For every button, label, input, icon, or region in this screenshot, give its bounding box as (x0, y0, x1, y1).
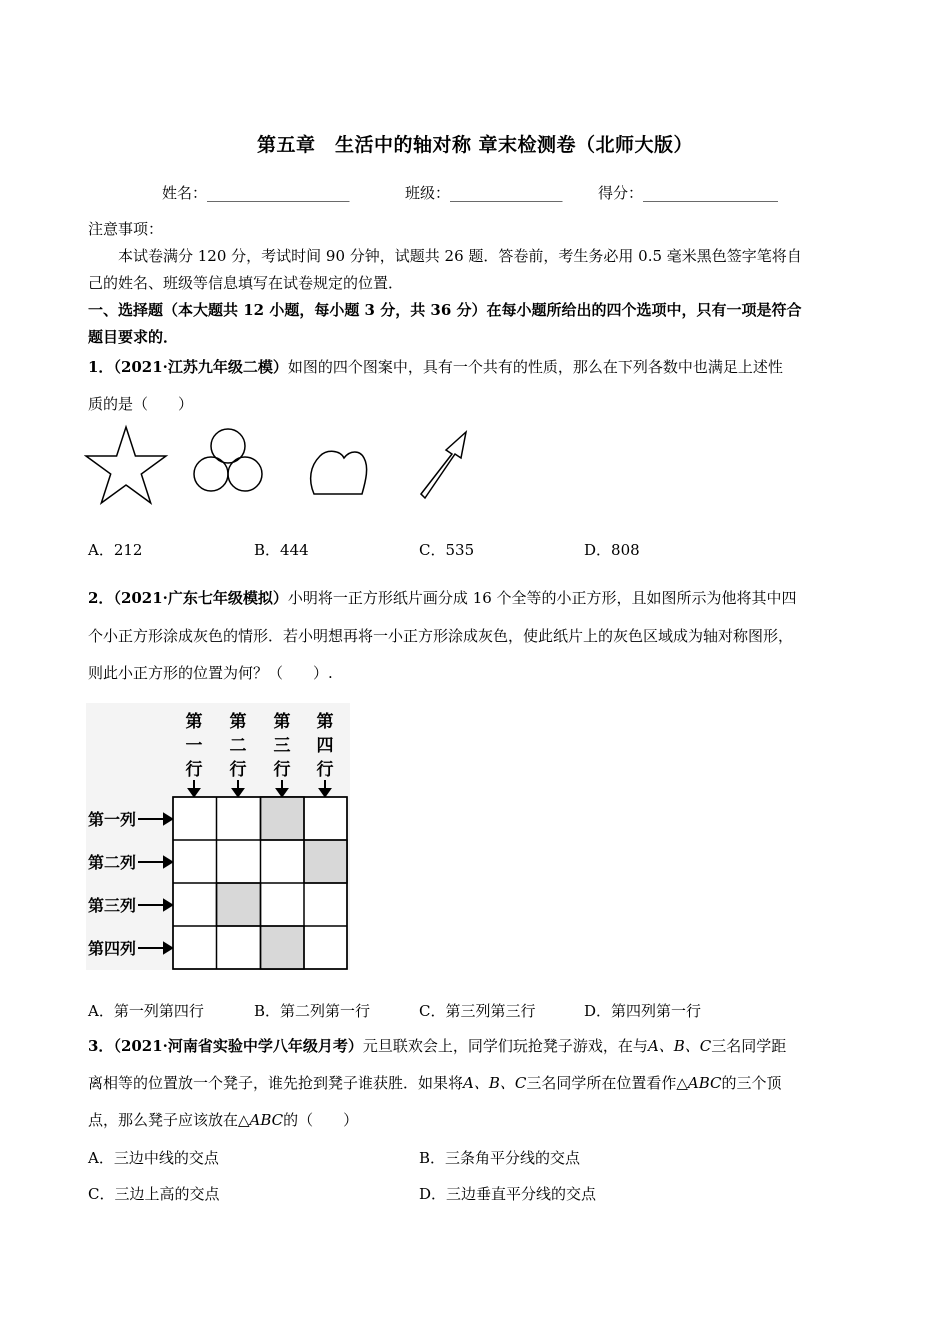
class-field: 班级：_______________ (405, 184, 563, 202)
col-label-1-char-2: 一 (185, 736, 203, 756)
gray-cell (261, 926, 305, 969)
three-circles-figure (194, 429, 262, 491)
q2-option-d: D．第四列第一行 (584, 1002, 702, 1020)
question-source: （2021·江苏九年级二模） (113, 358, 288, 376)
star-figure (86, 427, 166, 503)
col-label-3-char-3: 行 (273, 760, 291, 780)
col-label-3-char-2: 三 (273, 736, 291, 756)
question-number: 2． (88, 589, 114, 607)
question-1-line-2: 质的是（ ） (88, 395, 194, 413)
question-source: （2021·河南省实验中学八年级月考） (113, 1037, 363, 1055)
question-text: 如图的四个图案中，具有一个共有的性质，那么在下列各数中也满足上述性 (287, 358, 783, 376)
col-label-2-char-2: 二 (229, 736, 247, 756)
notice-label: 注意事项： (88, 220, 164, 238)
row-label-4: 第四列 (88, 939, 137, 958)
notice-line-2: 己的姓名、班级等信息填写在试卷规定的位置． (88, 274, 404, 292)
col-label-1-char-1: 第 (185, 712, 203, 732)
q3-option-b: B．三条角平分线的交点 (419, 1149, 581, 1167)
gray-cell (261, 797, 305, 840)
col-label-4-char-1: 第 (316, 712, 334, 732)
row-label-3: 第三列 (88, 896, 137, 915)
arrow-figure (421, 432, 466, 498)
q3-option-a: A．三边中线的交点 (88, 1149, 219, 1167)
q3-option-d: D．三边垂直平分线的交点 (419, 1185, 597, 1203)
q3-option-c: C．三边上高的交点 (88, 1185, 220, 1203)
section-1-heading-cont: 题目要求的． (88, 328, 179, 346)
row-label-1: 第一列 (88, 810, 137, 829)
gray-cell (217, 883, 261, 926)
score-field: 得分：__________________ (598, 184, 779, 202)
q1-option-a: A．212 (88, 541, 143, 559)
col-label-4-char-3: 行 (316, 760, 334, 780)
gray-cell (304, 840, 347, 883)
question-text: 小明将一正方形纸片画分成 16 个全等的小正方形，且如图所示为他将其中四 (287, 589, 797, 607)
q1-option-b: B．444 (254, 541, 309, 559)
col-label-2-char-1: 第 (229, 712, 247, 732)
name-field: 姓名：___________________ (162, 184, 350, 202)
q2-option-b: B．第二列第一行 (254, 1002, 371, 1020)
section-1-heading: 一、选择题（本大题共 12 小题，每小题 3 分，共 36 分）在每小题所给出的四个选项中，只有一项是符合 (88, 301, 802, 319)
row-label-2: 第二列 (88, 853, 137, 872)
question-2-line-1 (88, 588, 797, 608)
col-label-3-char-1: 第 (273, 712, 291, 732)
col-label-1-char-3: 行 (185, 760, 203, 780)
question-2-line-3: 则此小正方形的位置为何？（ ）. (88, 664, 333, 682)
question-1-figures (84, 422, 484, 512)
q2-option-c: C．第三列第三行 (419, 1002, 536, 1020)
notice-line-1: 本试卷满分 120 分，考试时间 90 分钟，试题共 26 题．答卷前，考生务必用 0.5 毫米黑色签字笔将自 (118, 247, 802, 265)
question-3-line-3: 点，那么凳子应该放在△ABC的（ ） (88, 1111, 359, 1129)
question-number: 1． (88, 358, 114, 376)
q1-option-d: D．808 (584, 541, 640, 559)
question-source: （2021·广东七年级模拟） (113, 589, 288, 607)
question-number: 3． (88, 1037, 114, 1055)
question-2-line-2: 个小正方形涂成灰色的情形．若小明想再将一小正方形涂成灰色，使此纸片上的灰色区域成为轴对称图形， (88, 627, 794, 645)
q1-option-c: C．535 (419, 541, 475, 559)
question-3-line-2: 离相等的位置放一个凳子，谁先抢到凳子谁获胜．如果将A、B、C三名同学所在位置看作△ABC的三个顶 (88, 1074, 782, 1092)
question-1-line-1 (88, 357, 783, 377)
col-label-2-char-3: 行 (229, 760, 247, 780)
question-2-grid-figure (86, 703, 350, 970)
q2-option-a: A．第一列第四行 (88, 1002, 204, 1020)
heart-figure (311, 451, 367, 494)
page-title: 第五章 生活中的轴对称 章末检测卷（北师大版） (256, 134, 694, 156)
question-3-line-1: 3．（2021·河南省实验中学八年级月考）元旦联欢会上，同学们玩抢凳子游戏，在与A、B、C三名同学距 (88, 1037, 787, 1055)
col-label-4-char-2: 四 (316, 736, 334, 756)
